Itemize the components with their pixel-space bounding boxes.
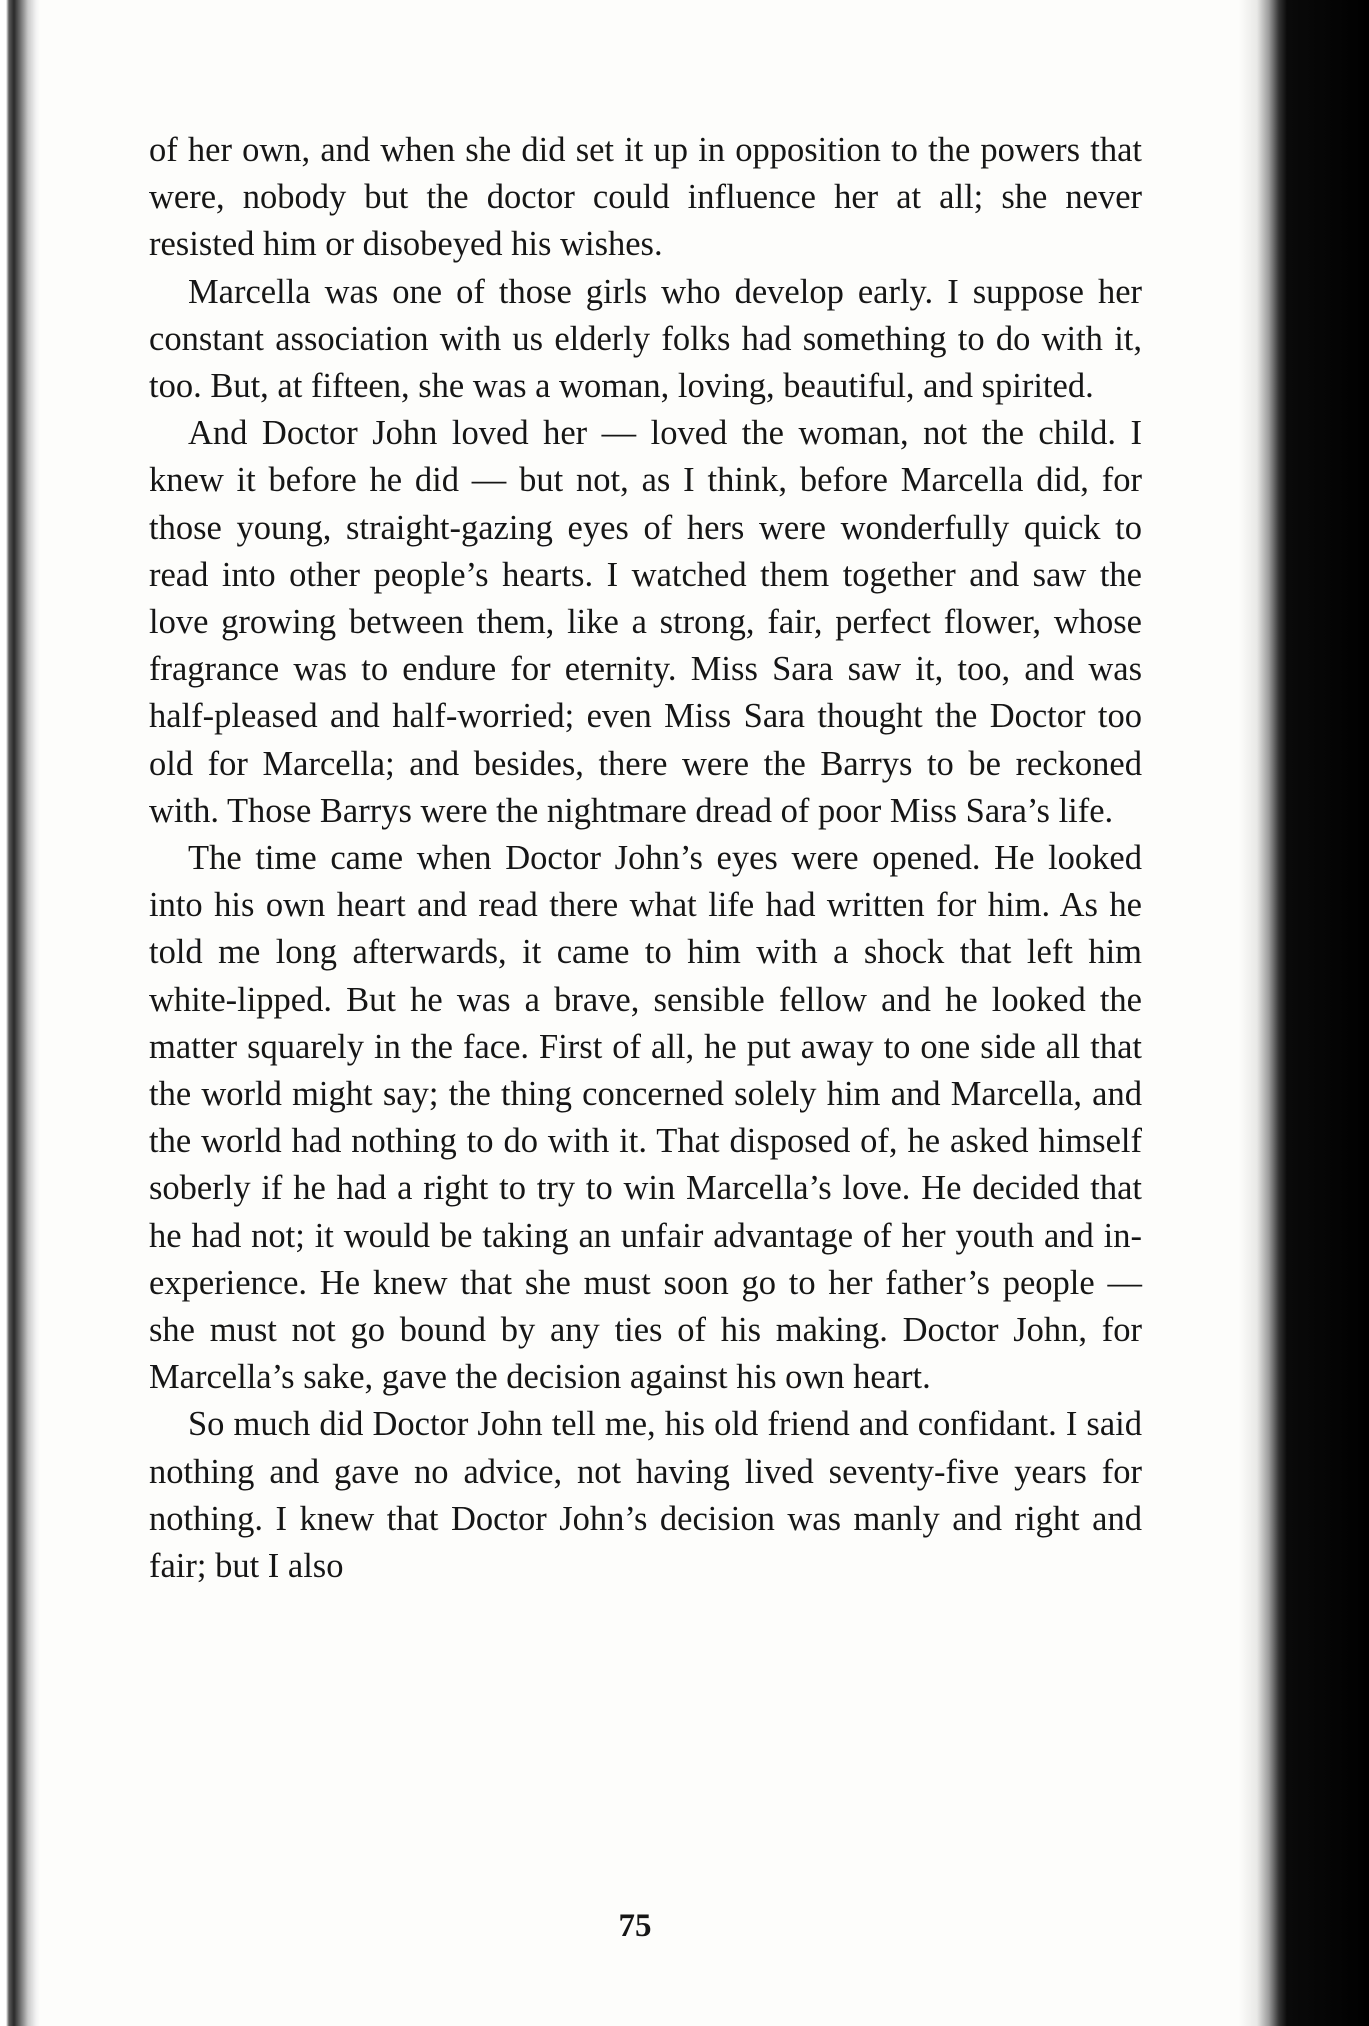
binding-edge — [0, 0, 40, 2026]
page-number: 75 — [618, 1908, 652, 1944]
paragraph: The time came when Doctor John’s eyes were opened. He looked into his own heart and read there what life had written for him. As he told me long afterwards, it came to him with a shock that left him white-lipped. But he was a brave, sensible fellow and he looked the matter squarely in the face. First of all, he put away to one side all that the world might say; the thing concerned solely him and Marcella, and the world had nothing to do with it. That disposed of, he asked himself soberly if he had a right to try to win Marcella’s love. He decided that he had not; it would be taking an unfair advantage of her youth and inexperience. He knew that she must soon go to her father’s people — she must not go bound by any ties of his making. Doctor John, for Marcella’s sake, gave the decision against his own heart. — [149, 839, 1142, 1397]
body-text — [149, 127, 1142, 1590]
paragraph: And Doctor John loved her — loved the woman, not the child. I knew it before he did — but not, as I think, before Marcella did, for those young, straight-gazing eyes of hers were wonderfully quick to read into other people’s hearts. I watched them together and saw the love growing between them, like a strong, fair, perfect flower, whose fragrance was to endure for eternity. Miss Sara saw it, too, and was half-pleased and half-worried; even Miss Sara thought the Doctor too old for Marcella; and besides, there were the Barrys to be reckoned with. Those Barrys were the nightmare dread of poor Miss Sara’s life. — [149, 414, 1142, 830]
paragraph: of her own, and when she did set it up in opposition to the powers that were, nobody but the doctor could influence her at all; she never resisted him or disobeyed his wishes. — [149, 131, 1142, 264]
paragraph: Marcella was one of those girls who develop early. I suppose her constant association with us elderly folks had something to do with it, too. But, at fifteen, she was a woman, loving, beautiful, and spirited. — [149, 272, 1142, 406]
scan-border — [1239, 0, 1369, 2026]
paragraph: So much did Doctor John tell me, his old friend and confidant. I said nothing and gave no advice, not having lived seventy-five years for nothing. I knew that Doctor John’s decision was manly and right and fair; but I also — [149, 1405, 1142, 1586]
